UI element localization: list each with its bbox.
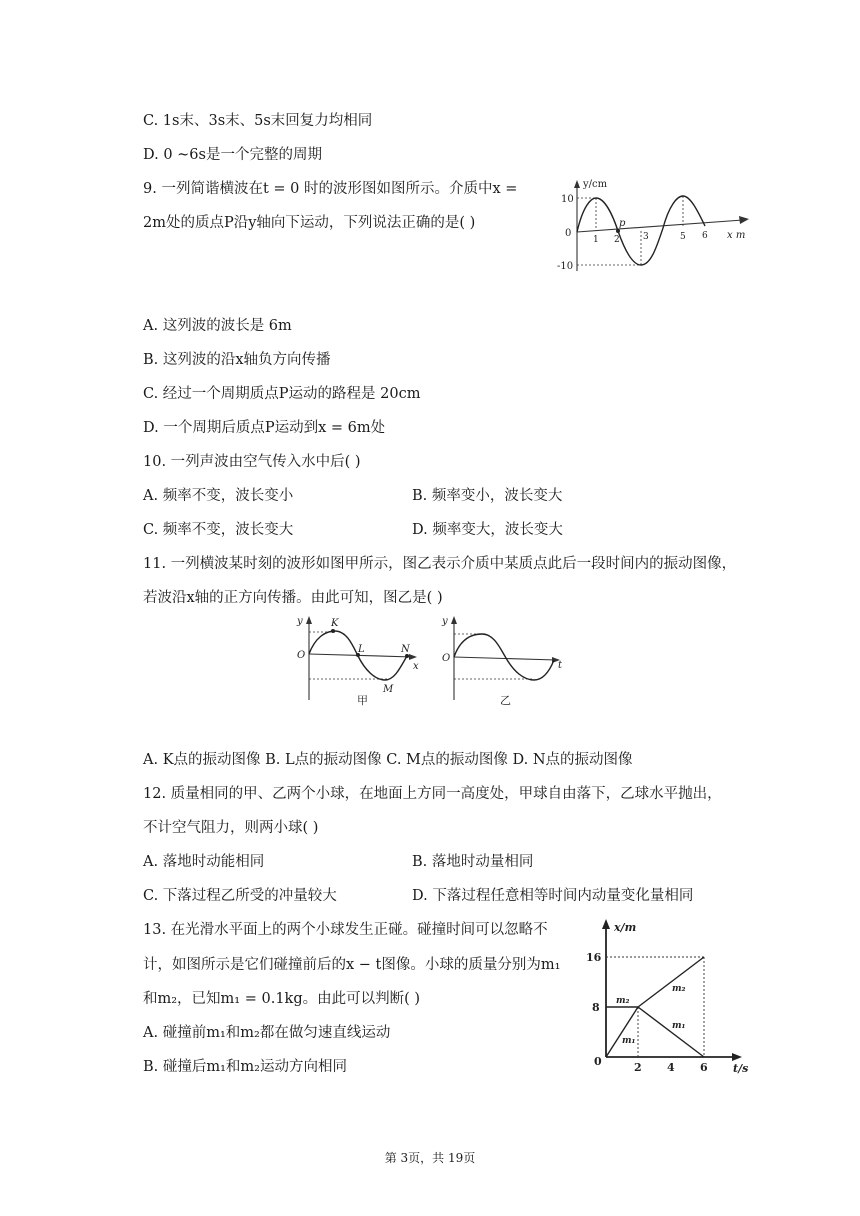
q11-stem-line1: 11. 一列横波某时刻的波形如图甲所示，图乙表示介质中某质点此后一段时间内的振动图像， bbox=[143, 556, 737, 572]
q11-figure-jia bbox=[295, 612, 425, 710]
q9-option-a: A. 这列波的波长是 6m bbox=[143, 318, 292, 334]
q11-yi-y: y bbox=[442, 616, 448, 627]
q11-jia-m: M bbox=[383, 684, 394, 695]
q13-stem-line2: 计，如图所示是它们碰撞前后的x − t图像。小球的质量分别为m₁ bbox=[143, 957, 561, 973]
q9-xtick-1: 1 bbox=[593, 235, 599, 245]
q12-option-a: A. 落地时动能相同 bbox=[143, 854, 265, 870]
q9-ylabel: y/cm bbox=[583, 179, 608, 190]
q10-option-a: A. 频率不变，波长变小 bbox=[143, 488, 294, 504]
q9-xlabel: x m bbox=[727, 230, 746, 241]
q11-figure-yi bbox=[438, 612, 568, 710]
q13-xt-figure bbox=[586, 915, 758, 1075]
q13-ylabel: x/m bbox=[614, 921, 637, 934]
q12-stem-line1: 12. 质量相同的甲、乙两个小球，在地面上方同一高度处，甲球自由落下，乙球水平抛出， bbox=[143, 786, 722, 802]
q9-xtick-5: 5 bbox=[680, 232, 686, 242]
q10-option-c: C. 频率不变，波长变大 bbox=[143, 522, 294, 538]
q11-jia-caption: 甲 bbox=[357, 694, 368, 707]
q9-stem-line1: 9. 一列简谐横波在t = 0 时的波形图如图所示。介质中x = bbox=[143, 181, 518, 197]
q8-option-d: D. 0 ~6s是一个完整的周期 bbox=[143, 147, 322, 163]
q11-jia-x: x bbox=[413, 661, 419, 672]
q9-wave-figure bbox=[553, 176, 759, 276]
q9-xtick-3: 3 bbox=[643, 232, 649, 242]
q9-option-d: D. 一个周期后质点P运动到x = 6m处 bbox=[143, 420, 386, 436]
q12-option-d: D. 下落过程任意相等时间内动量变化量相同 bbox=[412, 888, 694, 904]
q8-option-c: C. 1s末、3s末、5s末回复力均相同 bbox=[143, 113, 373, 129]
q12-stem-line2: 不计空气阻力，则两小球( ) bbox=[143, 820, 319, 836]
q13-label-m2-before: m₂ bbox=[616, 996, 630, 1006]
q10-option-d: D. 频率变大，波长变大 bbox=[412, 522, 563, 538]
page-footer: 第 3页，共 19页 bbox=[384, 1151, 476, 1165]
q9-ytick-neg10: -10 bbox=[557, 261, 574, 272]
q10-stem: 10. 一列声波由空气传入水中后( ) bbox=[143, 454, 361, 470]
q13-xtick-2: 2 bbox=[634, 1061, 642, 1074]
q10-option-b: B. 频率变小，波长变大 bbox=[412, 488, 563, 504]
q11-jia-k: K bbox=[331, 618, 339, 629]
q11-jia-l: L bbox=[358, 644, 365, 655]
q9-ytick-0: 0 bbox=[565, 228, 572, 239]
q13-label-m2-after: m₂ bbox=[672, 984, 686, 994]
q13-option-a: A. 碰撞前m₁和m₂都在做匀速直线运动 bbox=[143, 1025, 391, 1041]
q12-option-b: B. 落地时动量相同 bbox=[412, 854, 534, 870]
q13-label-m1-before: m₁ bbox=[622, 1036, 636, 1046]
q13-stem-line3: 和m₂，已知m₁ = 0.1kg。由此可以判断( ) bbox=[143, 991, 421, 1007]
q9-stem-line2: 2m处的质点P沿y轴向下运动，下列说法正确的是( ) bbox=[143, 215, 476, 231]
q13-xtick-6: 6 bbox=[700, 1061, 708, 1074]
q9-xtick-6: 6 bbox=[702, 231, 708, 241]
q11-jia-y: y bbox=[297, 616, 303, 627]
q9-ytick-10: 10 bbox=[561, 194, 574, 205]
q13-stem-line1: 13. 在光滑水平面上的两个小球发生正碰。碰撞时间可以忽略不 bbox=[143, 922, 548, 938]
q12-option-c: C. 下落过程乙所受的冲量较大 bbox=[143, 888, 337, 904]
q11-yi-o: O bbox=[442, 653, 451, 664]
q9-option-c: C. 经过一个周期质点P运动的路程是 20cm bbox=[143, 386, 421, 402]
q13-ytick-8: 8 bbox=[592, 1001, 600, 1014]
q9-xtick-2: 2 bbox=[614, 235, 620, 245]
q11-yi-t: t bbox=[558, 660, 563, 671]
q9-option-b: B. 这列波的沿x轴负方向传播 bbox=[143, 352, 331, 368]
q11-jia-o: O bbox=[297, 650, 306, 661]
q11-yi-caption: 乙 bbox=[500, 694, 511, 707]
q13-ytick-0: 0 bbox=[594, 1055, 602, 1068]
q13-option-b: B. 碰撞后m₁和m₂运动方向相同 bbox=[143, 1059, 347, 1075]
q11-options: A. K点的振动图像 B. L点的振动图像 C. M点的振动图像 D. N点的振动图像 bbox=[143, 752, 633, 768]
q11-stem-line2: 若波沿x轴的正方向传播。由此可知，图乙是( ) bbox=[143, 590, 443, 606]
q13-xtick-4: 4 bbox=[667, 1061, 675, 1074]
q13-label-m1-after: m₁ bbox=[672, 1021, 686, 1031]
q11-jia-n: N bbox=[401, 644, 410, 655]
q9-point-p: p bbox=[619, 218, 626, 229]
q13-ytick-16: 16 bbox=[586, 951, 602, 964]
q13-xlabel: t/s bbox=[733, 1062, 749, 1075]
